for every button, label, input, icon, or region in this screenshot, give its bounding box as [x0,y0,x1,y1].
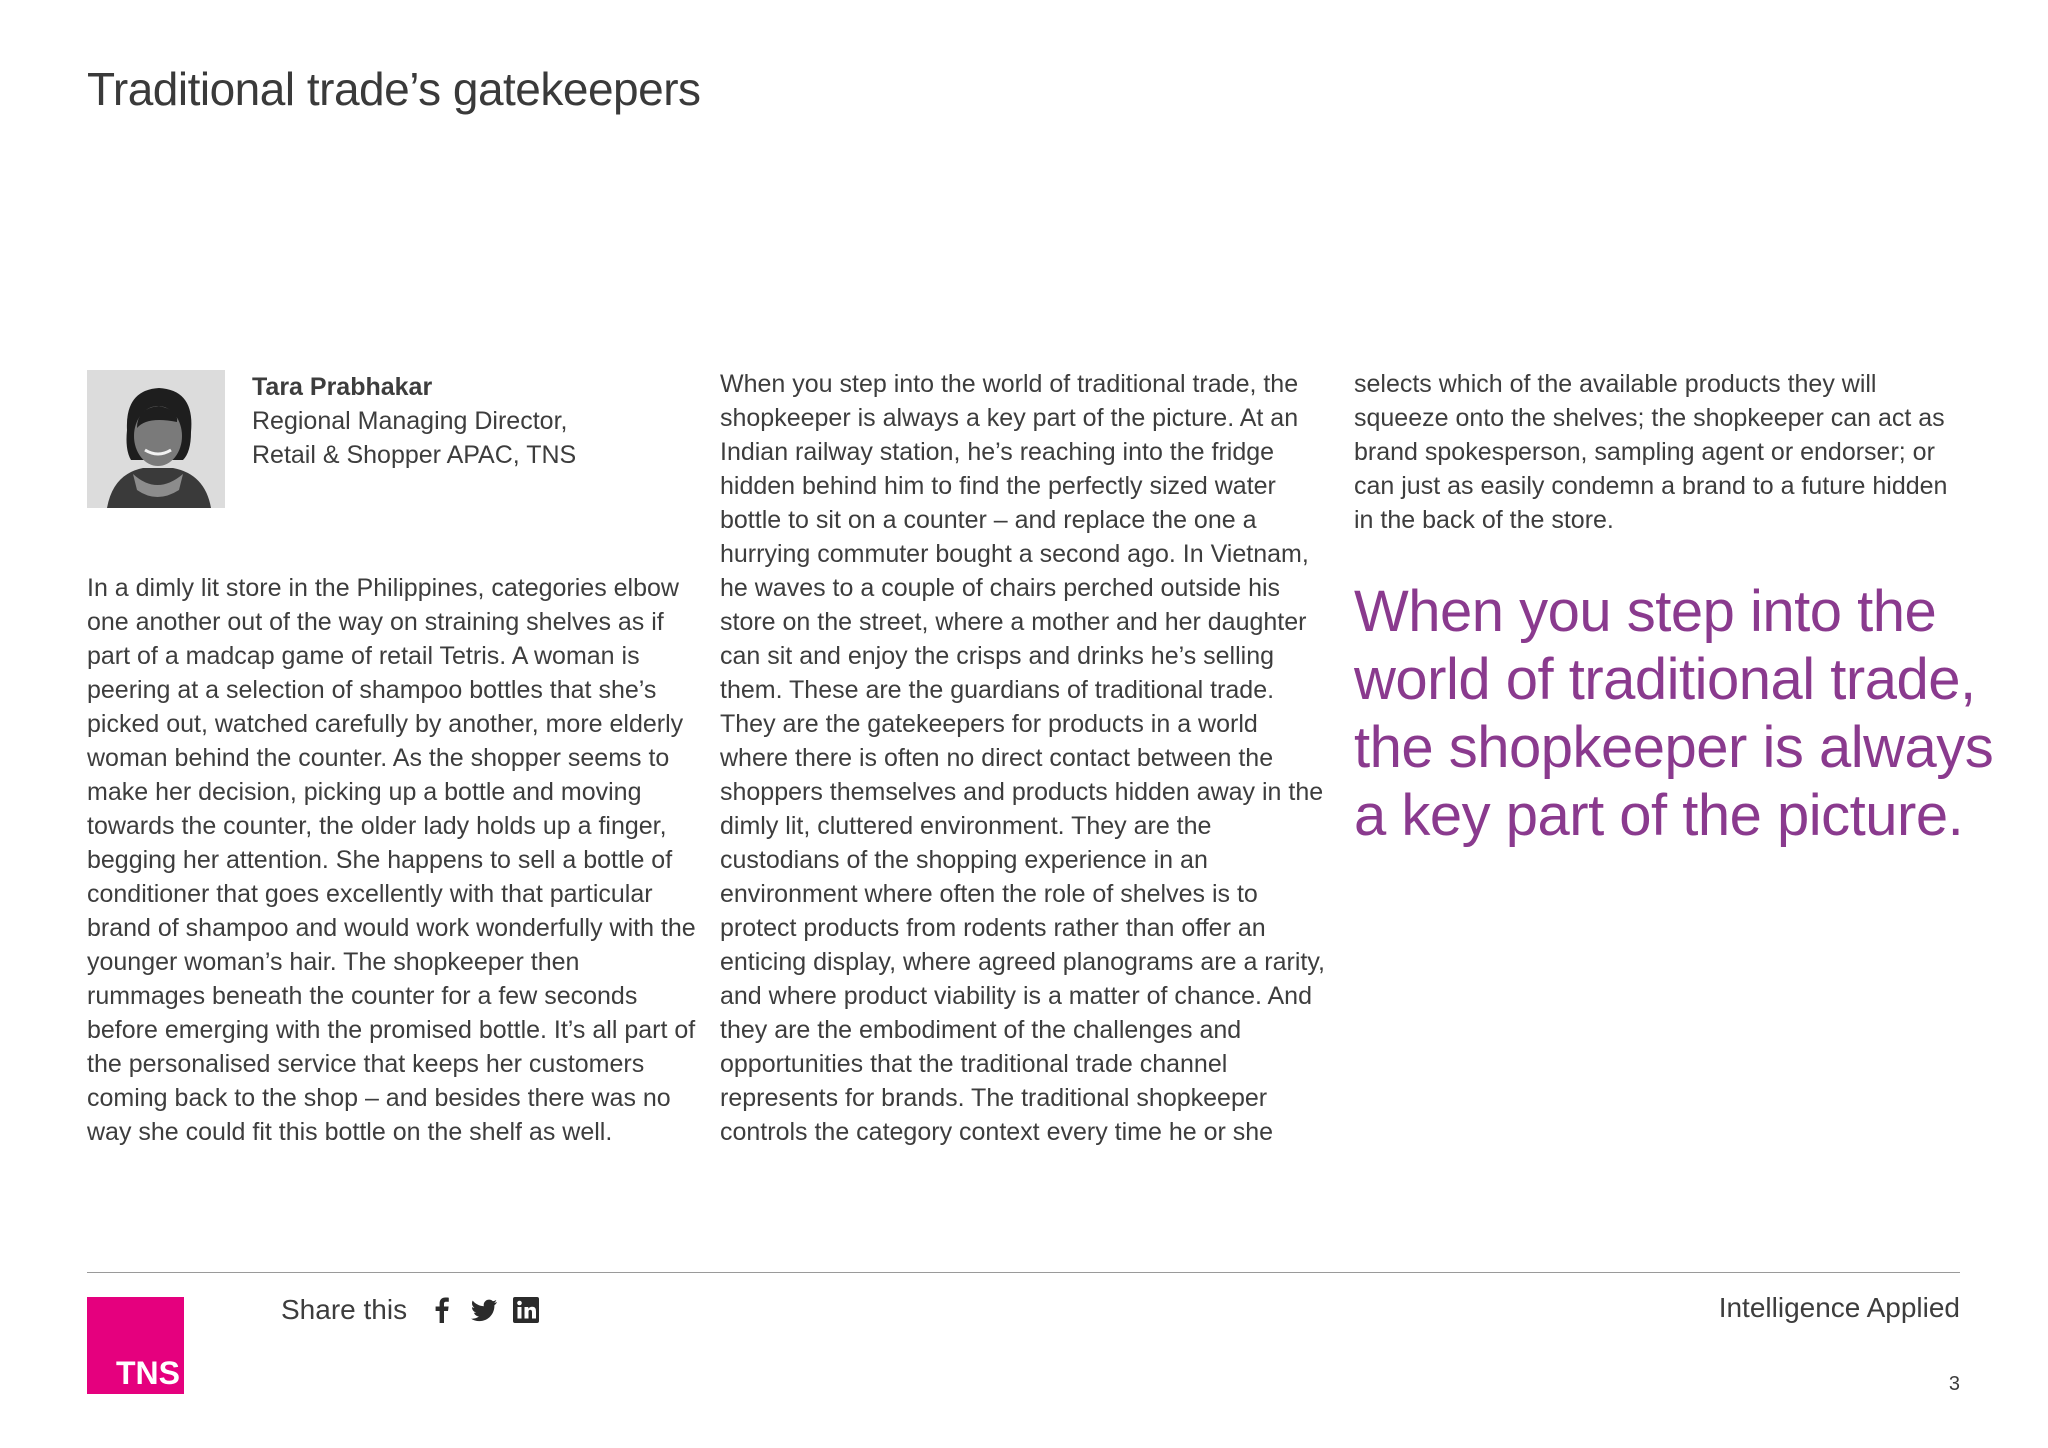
share-bar [281,1290,553,1330]
footer-divider [87,1272,1960,1273]
logo-text: TNS [116,1355,180,1391]
twitter-icon[interactable] [469,1295,499,1325]
portrait-photo-icon [87,370,225,508]
author-role-line2: Retail & Shopper APAC, TNS [252,441,577,469]
pull-quote: When you step into the world of traditional trade, the shopkeeper is always a key part of the picture. [1354,579,1994,848]
author-block [87,370,687,510]
body-column-3: selects which of the available products they will squeeze onto the shelves; the shopkeeper can act as brand spokesperson, sampling agent or endorser; or can just as easily condemn a brand to a future hidden in the back of the store. [1354,370,1948,534]
tagline: Intelligence Applied [1718,1292,1960,1323]
share-label: Share this [281,1294,408,1325]
linkedin-icon[interactable] [511,1295,541,1325]
author-name: Tara Prabhakar [252,373,433,401]
body-column-1: In a dimly lit store in the Philippines, categories elbow one another out of the way on straining shelves as if part of a madcap game of retail Tetris. A woman is peering at a selection of shampoo bottles that she’s picked out, watched carefully by another, more elderly woman behind the counter. As the shopper seems to make her decision, picking up a bottle and moving towards the counter, the older lady holds up a finger, begging her attention. She happens to sell a bottle of conditioner that goes excellently with that particular brand of shampoo and would work wonderfully with the younger woman’s hair. The shopkeeper then rummages beneath the counter for a few seconds before emerging with the promised bottle. It’s all part of the personalised service that keeps her customers coming back to the shop – and besides there was no way she could fit this bottle on the shelf as well. [87,574,696,1146]
facebook-icon[interactable] [427,1295,457,1325]
author-role-line1: Regional Managing Director, [252,407,568,435]
page-title: Traditional trade’s gatekeepers [87,63,701,115]
author-photo [87,370,225,508]
page-number: 3 [1948,1373,1960,1395]
author-info [252,370,576,472]
tns-logo [87,1297,184,1394]
body-column-2: When you step into the world of traditional trade, the shopkeeper is always a key part of the picture. At an Indian railway station, he’s reaching into the fridge hidden behind him to find the perfectly sized water bottle to sit on a counter – and replace the one a hurrying commuter bought a second ago. In Vietnam, he waves to a couple of chairs perched outside his store on the street, where a mother and her daughter can sit and enjoy the crisps and drinks he’s selling them. These are the guardians of traditional trade. They are the gatekeepers for products in a world where there is often no direct contact between the shoppers themselves and products hidden away in the dimly lit, cluttered environment. They are the custodians of the shopping experience in an environment where often the role of shelves is to protect products from rodents rather than offer an enticing display, where agreed planograms are a rarity, and where product viability is a matter of chance. And they are the embodiment of the challenges and opportunities that the traditional trade channel represents for brands. The traditional shopkeeper controls the category context every time he or she [720,370,1325,1146]
